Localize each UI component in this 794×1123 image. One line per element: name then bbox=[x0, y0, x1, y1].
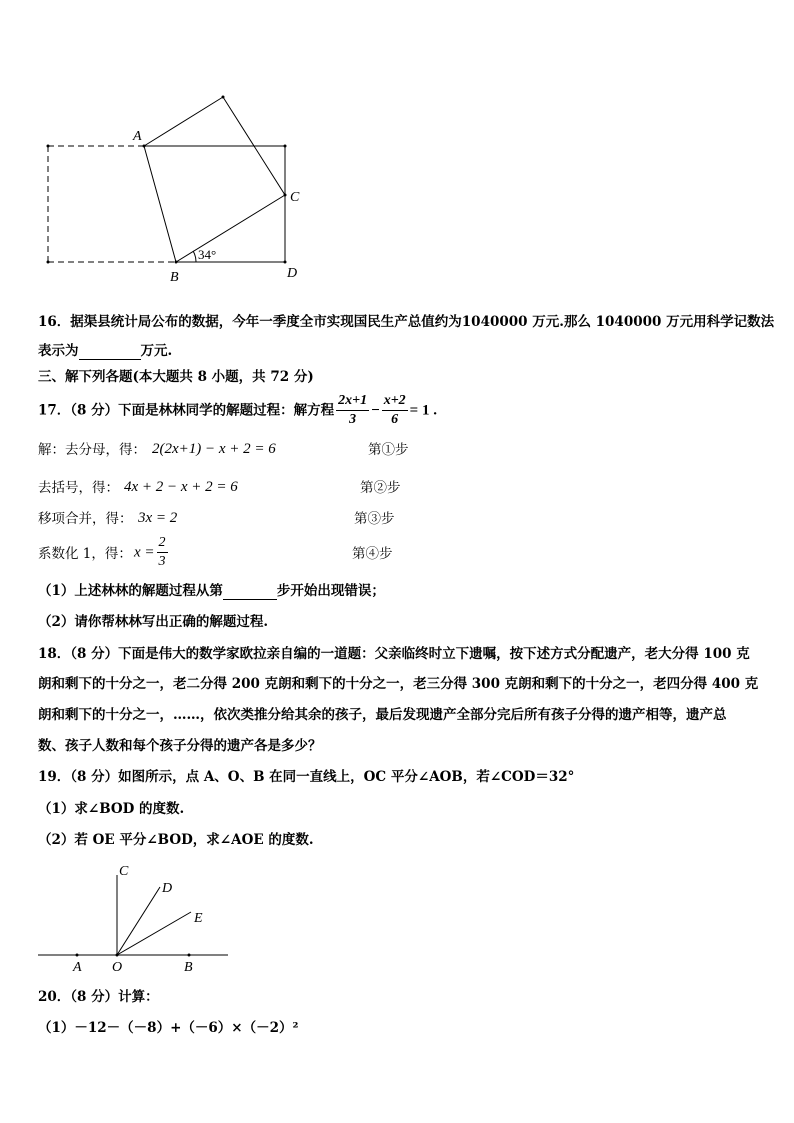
fig2-label-C: C bbox=[119, 864, 129, 879]
q17-step1-expr: 2(2x+1) − x + 2 = 6 bbox=[152, 441, 276, 457]
q17-frac2-denominator: 6 bbox=[391, 412, 399, 427]
q18-line1: 18．（8 分）下面是伟大的数学家欧拉亲自编的一道题：父亲临终时立下遗嘱，按下述方式分配遗产，老大分得 100 克 bbox=[38, 646, 750, 662]
fig2-label-A: A bbox=[73, 960, 82, 975]
q17-step4-label: 系数化 1，得： bbox=[38, 546, 132, 562]
q18-line3: 朗和剩下的十分之一，……，依次类推分给其余的孩子，最后发现遗产全部分完后所有孩子分得的遗产相等，遗产总 bbox=[38, 707, 727, 723]
label-A: A bbox=[133, 129, 142, 144]
fig2-label-D: D bbox=[162, 881, 173, 896]
q17-frac1-numerator: 2x+1 bbox=[336, 392, 369, 411]
q17-minus: − bbox=[371, 402, 380, 419]
label-D: D bbox=[287, 266, 298, 281]
q17-step2-expr: 4x + 2 − x + 2 = 6 bbox=[124, 479, 238, 495]
q20-stem: 20．（8 分）计算： bbox=[38, 989, 159, 1005]
q16-prefix: 表示为 bbox=[38, 343, 79, 359]
q17-step4-tag: 第④步 bbox=[352, 546, 393, 562]
angle-label: 34° bbox=[198, 247, 217, 262]
q17-step3-label: 移项合并，得： bbox=[38, 511, 133, 527]
ray-OE bbox=[117, 912, 191, 955]
q17-step1-label: 解：去分母，得： bbox=[38, 442, 146, 458]
q17-step4-numerator: 2 bbox=[157, 534, 168, 553]
q17-frac1-denominator: 3 bbox=[349, 412, 357, 427]
section3-title: 三、解下列各题(本大题共 8 小题，共 72 分) bbox=[38, 369, 314, 385]
label-C: C bbox=[290, 190, 300, 205]
q17-step3-expr: 3x = 2 bbox=[138, 510, 178, 526]
fig2-label-E: E bbox=[194, 911, 203, 926]
q17-step3-tag: 第③步 bbox=[354, 511, 395, 527]
q17-rhs: = 1 . bbox=[409, 402, 437, 419]
q19-sub2: （2）若 OE 平分∠BOD，求∠AOE 的度数. bbox=[38, 832, 314, 848]
q17-step4-denominator: 3 bbox=[158, 554, 166, 569]
q16-suffix: 万元. bbox=[140, 343, 173, 359]
ray-OD bbox=[117, 887, 160, 955]
q17-sub1-suffix: 步开始出现错误； bbox=[276, 583, 385, 599]
q18-line2: 朗和剩下的十分之一，老二分得 200 克朗和剩下的十分之一，老三分得 300 克朗和剩下的十分之一，老四分得 400 克 bbox=[38, 676, 759, 692]
q16-line1: 16．据渠县统计局公布的数据，今年一季度全市实现国民生产总值约为1040000 万元.那么 1040000 万元用科学记数法 bbox=[38, 314, 775, 330]
q17-frac2-numerator: x+2 bbox=[382, 392, 408, 411]
q17-step2-tag: 第②步 bbox=[360, 480, 401, 496]
q17-step1-tag: 第①步 bbox=[368, 442, 409, 458]
q18-line4: 数、孩子人数和每个孩子分得的遗产各是多少？ bbox=[38, 738, 322, 754]
label-B: B bbox=[170, 270, 179, 285]
q17-step4-prefix: x = bbox=[134, 544, 155, 561]
q17-stem-text: 17．（8 分）下面是林林同学的解题过程：解方程 bbox=[38, 402, 335, 419]
q17-sub2: （2）请你帮林林写出正确的解题过程. bbox=[38, 614, 269, 630]
q17-sub1-prefix: （1）上述林林的解题过程从第 bbox=[38, 583, 223, 599]
q19-stem: 19．（8 分）如图所示，点 A、O、B 在同一直线上，OC 平分∠AOB，若∠COD＝32° bbox=[38, 769, 575, 785]
q17-step2-label: 去括号，得： bbox=[38, 480, 119, 496]
fig2-label-O: O bbox=[112, 960, 123, 975]
q19-sub1: （1）求∠BOD 的度数. bbox=[38, 801, 185, 817]
fig2-label-B: B bbox=[184, 960, 193, 975]
q20-sub1: （1）－12－（－8）+（－6）×（－2）² bbox=[38, 1020, 299, 1036]
